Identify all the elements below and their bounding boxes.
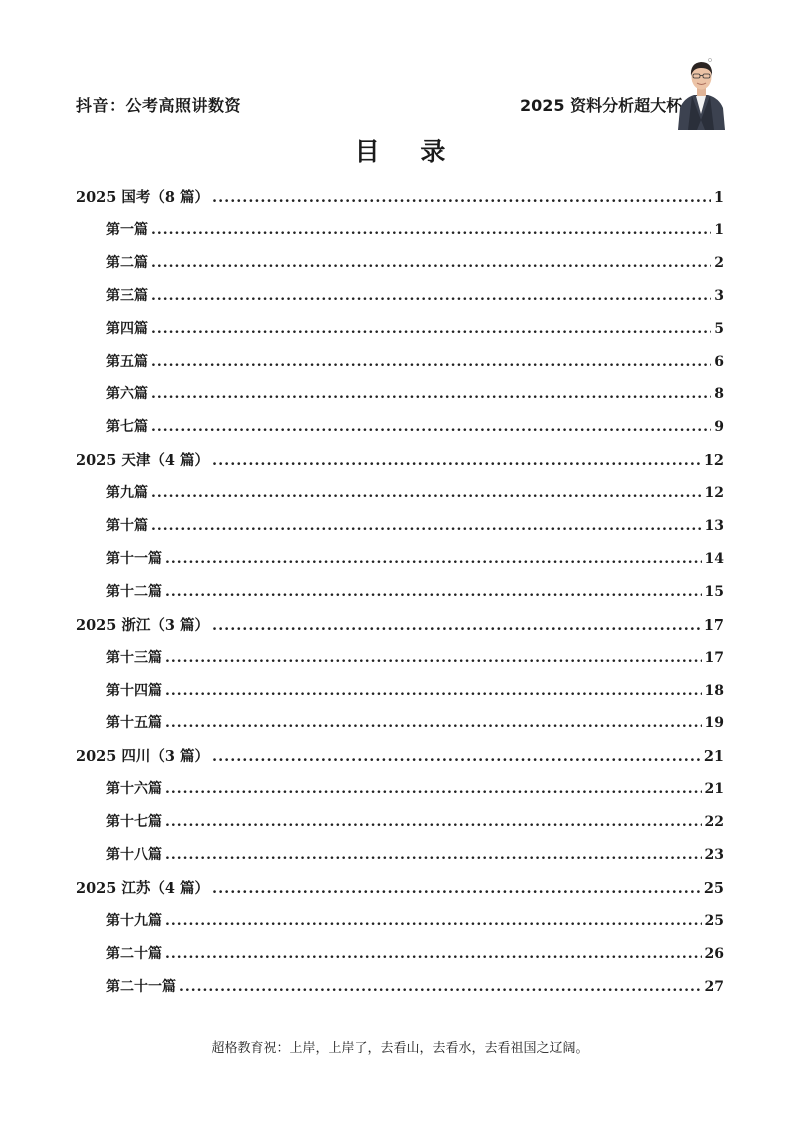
- toc-chapter-entry[interactable]: [106, 712, 724, 736]
- toc-chapter-entry[interactable]: [106, 351, 724, 375]
- toc-chapter-entry[interactable]: [106, 416, 724, 440]
- toc-entry-label: 第五篇: [106, 353, 148, 370]
- toc-page-number: 25: [704, 912, 724, 929]
- toc-page-number: 18: [704, 682, 724, 699]
- toc-chapter-entry[interactable]: [106, 219, 724, 243]
- toc-page-number: 2: [714, 254, 724, 271]
- toc-leader-dots: [151, 354, 711, 370]
- toc-entry-label: 第一篇: [106, 221, 148, 238]
- toc-leader-dots: [165, 781, 702, 797]
- toc-chapter-entry[interactable]: [106, 515, 724, 539]
- toc-entry-label: 2025 四川（3 篇）: [76, 748, 210, 766]
- toc-chapter-entry[interactable]: [106, 680, 724, 704]
- toc-section-entry[interactable]: [76, 186, 724, 210]
- toc-section-entry[interactable]: [76, 745, 724, 769]
- footer-text: 超格教育祝：上岸，上岸了，去看山，去看水，去看祖国之辽阔。: [211, 1041, 589, 1056]
- toc-entry-label: 第三篇: [106, 287, 148, 304]
- toc-leader-dots: [212, 189, 711, 206]
- presenter-portrait: [672, 54, 730, 130]
- toc-page-number: 27: [704, 978, 724, 995]
- toc-entry-label: 第十九篇: [106, 912, 162, 929]
- toc-entry-label: 第十八篇: [106, 847, 162, 863]
- toc-chapter-entry[interactable]: [106, 778, 724, 802]
- toc-page-number: 15: [704, 583, 724, 600]
- toc-leader-dots: [151, 222, 711, 238]
- toc-section-entry[interactable]: [76, 614, 724, 638]
- toc-entry-label: 第六篇: [106, 386, 148, 403]
- toc-leader-dots: [179, 979, 702, 995]
- toc-leader-dots: [212, 880, 701, 897]
- toc-leader-dots: [151, 386, 711, 402]
- toc-chapter-entry[interactable]: [106, 647, 724, 671]
- toc-leader-dots: [165, 650, 702, 666]
- toc-chapter-entry[interactable]: [106, 844, 724, 868]
- toc-page-number: 23: [704, 847, 724, 863]
- toc-entry-label: 2025 浙江（3 篇）: [76, 616, 210, 634]
- toc-entry-label: 第十五篇: [106, 715, 162, 732]
- toc-entry-label: 第七篇: [106, 419, 148, 436]
- toc-chapter-entry[interactable]: [106, 943, 724, 967]
- toc-entry-label: 第二十篇: [106, 945, 162, 962]
- toc-page-number: 19: [704, 715, 724, 732]
- toc-chapter-entry[interactable]: [106, 910, 724, 934]
- toc-leader-dots: [165, 584, 702, 600]
- toc-chapter-entry[interactable]: [106, 548, 724, 572]
- toc-entry-label: 第十六篇: [106, 781, 162, 798]
- toc-chapter-entry[interactable]: [106, 581, 724, 605]
- toc-entry-label: 2025 江苏（4 篇）: [76, 879, 210, 897]
- toc-page-number: 21: [704, 781, 724, 798]
- toc-entry-label: 第十四篇: [106, 682, 162, 699]
- toc-leader-dots: [212, 748, 701, 765]
- toc-page-number: 12: [704, 485, 724, 502]
- toc-chapter-entry[interactable]: [106, 285, 724, 309]
- toc-chapter-entry[interactable]: [106, 383, 724, 407]
- toc-chapter-entry[interactable]: [106, 482, 724, 506]
- toc-leader-dots: [151, 518, 702, 534]
- toc-leader-dots: [151, 255, 711, 271]
- toc-entry-label: 第十一篇: [106, 550, 162, 567]
- header-left-text: 抖音：公考高照讲数资: [76, 96, 242, 115]
- toc-entry-label: 第四篇: [106, 320, 148, 337]
- toc-page-number: 17: [703, 616, 724, 634]
- toc-page-number: 17: [704, 649, 724, 666]
- toc-leader-dots: [151, 321, 711, 337]
- toc-entry-label: 第二十一篇: [106, 978, 176, 995]
- toc-page-number: 8: [714, 386, 724, 403]
- toc-leader-dots: [151, 485, 702, 501]
- toc-entry-label: 2025 国考（8 篇）: [76, 189, 210, 206]
- toc-page-number: 26: [704, 945, 724, 962]
- toc-leader-dots: [165, 946, 702, 962]
- toc-entry-label: 第十七篇: [106, 814, 162, 831]
- toc-leader-dots: [165, 847, 702, 863]
- toc-entry-label: 2025 天津（4 篇）: [76, 452, 210, 470]
- toc-page-number: 6: [714, 353, 724, 370]
- toc-leader-dots: [212, 617, 701, 634]
- toc-section-entry[interactable]: [76, 449, 724, 473]
- toc-page-number: 22: [704, 814, 724, 831]
- toc-leader-dots: [151, 419, 711, 435]
- toc-leader-dots: [151, 288, 711, 304]
- page-title: 目 录: [354, 137, 462, 166]
- toc-page-number: 1: [714, 221, 724, 238]
- toc-page-number: 25: [703, 879, 724, 897]
- toc-entry-label: 第十三篇: [106, 649, 162, 666]
- toc-page-number: 1: [713, 189, 724, 206]
- toc-chapter-entry[interactable]: [106, 318, 724, 342]
- toc-page-number: 21: [703, 748, 724, 766]
- toc-page-number: 5: [714, 320, 724, 337]
- toc-page-number: 3: [714, 287, 724, 304]
- toc-entry-label: 第九篇: [106, 485, 148, 502]
- header-right-text: 2025 资料分析超大杯: [520, 96, 683, 115]
- toc-page-number: 12: [703, 452, 724, 470]
- toc-leader-dots: [165, 551, 702, 567]
- toc-leader-dots: [165, 814, 702, 830]
- toc-leader-dots: [212, 452, 701, 469]
- toc-page-number: 9: [714, 419, 724, 436]
- toc-entry-label: 第二篇: [106, 254, 148, 271]
- toc-chapter-entry[interactable]: [106, 252, 724, 276]
- toc-entry-label: 第十二篇: [106, 583, 162, 600]
- toc-entry-label: 第十篇: [106, 518, 148, 534]
- toc-chapter-entry[interactable]: [106, 811, 724, 835]
- toc-leader-dots: [165, 715, 702, 731]
- toc-leader-dots: [165, 683, 702, 699]
- toc-leader-dots: [165, 913, 702, 929]
- toc-page-number: 13: [704, 518, 724, 534]
- toc-page-number: 14: [704, 550, 724, 567]
- toc-chapter-entry[interactable]: [106, 976, 724, 1000]
- toc-section-entry[interactable]: [76, 877, 724, 901]
